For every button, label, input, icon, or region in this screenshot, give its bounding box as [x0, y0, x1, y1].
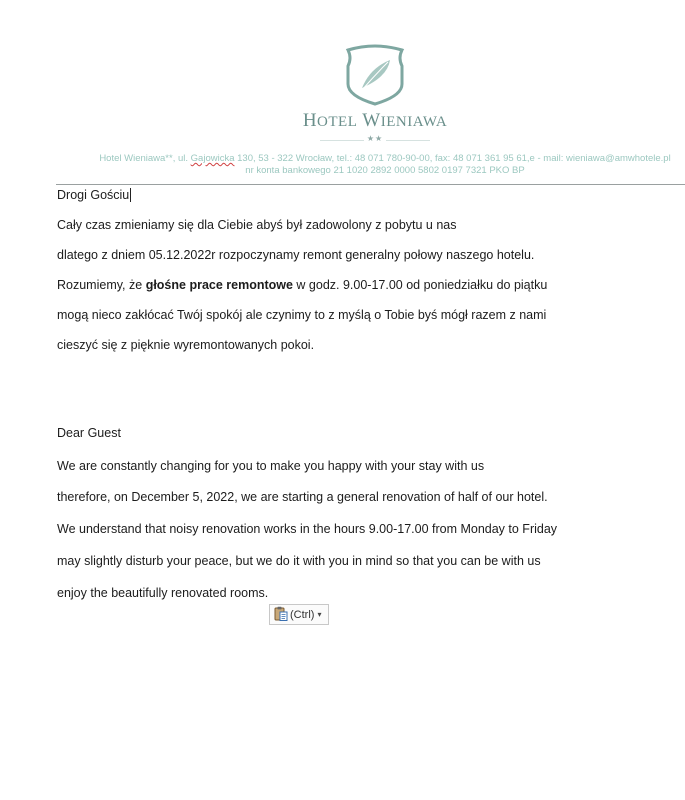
polish-line-5: cieszyć się z pięknie wyremontowanych pokoi.	[57, 338, 315, 352]
polish-line-3	[57, 278, 547, 292]
polish-line-2: dlatego z dniem 05.12.2022r rozpoczynamy remont generalny połowy naszego hotelu.	[57, 248, 535, 262]
chevron-down-icon: ▾	[317, 610, 322, 619]
hotel-address-block	[60, 153, 685, 177]
address-line	[60, 153, 685, 165]
english-line-5: enjoy the beautifully renovated rooms.	[57, 586, 269, 600]
text-cursor	[130, 188, 131, 202]
english-greeting: Dear Guest	[57, 426, 121, 440]
polish-greeting[interactable]	[57, 188, 131, 202]
brand-initial-w: W	[362, 110, 381, 131]
feather-shield-icon	[340, 44, 410, 106]
clipboard-icon	[274, 606, 288, 624]
address-part1: Hotel Wieniawa**, ul.	[99, 153, 191, 164]
brand-rest-otel: OTEL	[317, 114, 358, 130]
polish-line-3-before: Rozumiemy, że	[57, 278, 146, 292]
polish-line-4: mogą nieco zakłócać Twój spokój ale czynimy to z myślą o Tobie byś mógł razem z nami	[57, 308, 547, 322]
paste-options-button[interactable]	[269, 604, 329, 625]
polish-line-3-bold: głośne prace remontowe	[145, 278, 293, 292]
polish-greeting-text: Drogi Gościu	[57, 188, 130, 202]
english-line-2: therefore, on December 5, 2022, we are starting a general renovation of half of our hotel.	[57, 490, 548, 504]
english-line-3: We understand that noisy renovation works in the hours 9.00-17.00 from Monday to Friday	[57, 522, 558, 536]
address-part2: 130, 53 - 322 Wrocław, tel.: 48 071 780-90-00, fax: 48 071 361 95 61,e - mail: wieniawa@amwhotele.pl	[234, 153, 671, 164]
brand-initial-h: H	[302, 110, 318, 131]
english-line-1: We are constantly changing for you to make you happy with your stay with us	[57, 459, 485, 473]
paste-options-label: (Ctrl)	[290, 608, 315, 621]
bank-account-line: nr konta bankowego 21 1020 2892 0000 5802 0197 7321 PKO BP	[245, 165, 525, 176]
brand-rest-ieniawa: IENIAWA	[380, 114, 448, 130]
english-line-4: may slightly disturb your peace, but we do it with you in mind so that you can be with us	[57, 554, 541, 568]
address-street: Gajowicka	[190, 153, 235, 164]
polish-line-1: Cały czas zmieniamy się dla Ciebie abyś był zadowolony z pobytu u nas	[57, 218, 457, 232]
star-icons: ★★	[364, 134, 386, 143]
header-divider	[56, 184, 685, 185]
polish-line-3-after: w godz. 9.00-17.00 od poniedziałku do piątku	[292, 278, 548, 292]
hotel-stars	[200, 134, 550, 143]
hotel-name	[200, 110, 550, 132]
hotel-logo	[340, 44, 410, 106]
